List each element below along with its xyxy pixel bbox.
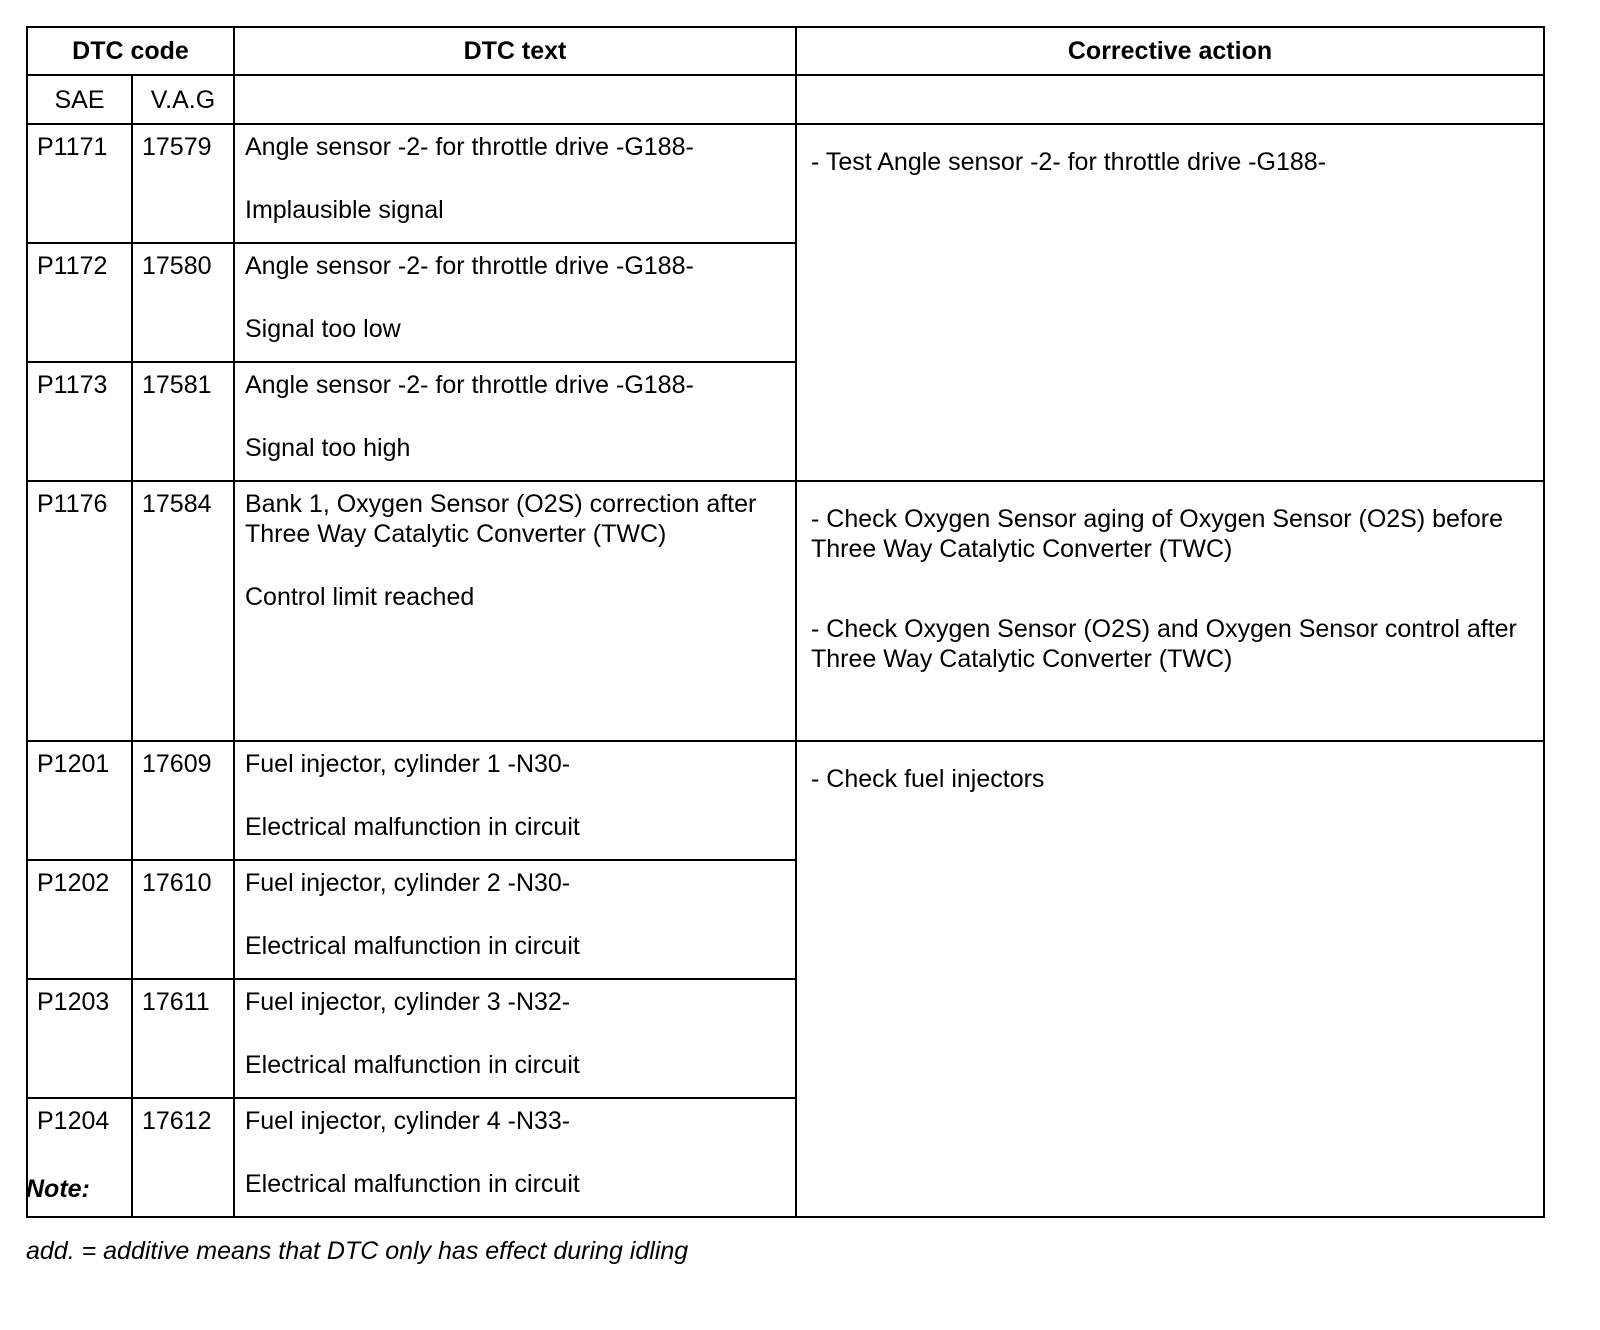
dtc-text xyxy=(234,362,796,481)
vag-code: 17609 xyxy=(132,741,234,860)
sae-code: P1204 xyxy=(27,1098,132,1217)
dtc-description: Angle sensor -2- for throttle drive -G188- xyxy=(245,133,694,161)
dtc-text xyxy=(234,1098,796,1217)
subheader-row xyxy=(27,75,1544,124)
dtc-text xyxy=(234,243,796,362)
subheader-sae: SAE xyxy=(27,75,132,124)
dtc-condition: Electrical malfunction in circuit xyxy=(245,932,580,960)
corrective-action-cell xyxy=(796,124,1544,481)
header-row xyxy=(27,27,1544,75)
table-row xyxy=(27,481,1544,741)
sae-code: P1201 xyxy=(27,741,132,860)
vag-code: 17610 xyxy=(132,860,234,979)
sae-code: P1171 xyxy=(27,124,132,243)
dtc-condition: Electrical malfunction in circuit xyxy=(245,813,580,841)
dtc-condition: Signal too high xyxy=(245,434,411,462)
sae-code: P1172 xyxy=(27,243,132,362)
dtc-table xyxy=(26,26,1545,1218)
subheader-action-empty xyxy=(796,75,1544,124)
corrective-action-cell xyxy=(796,741,1544,1217)
dtc-condition: Signal too low xyxy=(245,315,401,343)
note-body: add. = additive means that DTC only has effect during idling xyxy=(26,1237,689,1265)
dtc-description: Angle sensor -2- for throttle drive -G188- xyxy=(245,252,694,280)
corrective-action: - Test Angle sensor -2- for throttle drive -G188- xyxy=(811,148,1327,176)
table-row xyxy=(27,741,1544,860)
dtc-text xyxy=(234,979,796,1098)
vag-code: 17581 xyxy=(132,362,234,481)
header-dtc-text: DTC text xyxy=(234,27,796,75)
dtc-description: Fuel injector, cylinder 2 -N30- xyxy=(245,869,571,897)
dtc-text xyxy=(234,124,796,243)
dtc-description: Fuel injector, cylinder 4 -N33- xyxy=(245,1107,571,1135)
corrective-action: - Check Oxygen Sensor aging of Oxygen Sensor (O2S) before Three Way Catalytic Converter (TWC) xyxy=(811,505,1504,563)
dtc-description: Fuel injector, cylinder 3 -N32- xyxy=(245,988,571,1016)
sae-code: P1173 xyxy=(27,362,132,481)
vag-code: 17612 xyxy=(132,1098,234,1217)
subheader-vag: V.A.G xyxy=(132,75,234,124)
header-corrective-action: Corrective action xyxy=(796,27,1544,75)
dtc-condition: Electrical malfunction in circuit xyxy=(245,1051,580,1079)
corrective-action-cell xyxy=(796,481,1544,741)
vag-code: 17584 xyxy=(132,481,234,741)
dtc-text xyxy=(234,741,796,860)
sae-code: P1176 xyxy=(27,481,132,741)
subheader-text-empty xyxy=(234,75,796,124)
sae-code: P1202 xyxy=(27,860,132,979)
vag-code: 17580 xyxy=(132,243,234,362)
corrective-action: - Check fuel injectors xyxy=(811,765,1045,793)
dtc-description: Angle sensor -2- for throttle drive -G188- xyxy=(245,371,694,399)
header-dtc-code: DTC code xyxy=(27,27,234,75)
dtc-description: Bank 1, Oxygen Sensor (O2S) correction after Three Way Catalytic Converter (TWC) xyxy=(245,490,757,548)
vag-code: 17611 xyxy=(132,979,234,1098)
table-row xyxy=(27,124,1544,243)
dtc-condition: Implausible signal xyxy=(245,196,444,224)
sae-code: P1203 xyxy=(27,979,132,1098)
dtc-condition: Electrical malfunction in circuit xyxy=(245,1170,580,1198)
dtc-text xyxy=(234,481,796,741)
corrective-action: - Check Oxygen Sensor (O2S) and Oxygen Sensor control after Three Way Catalytic Converter (TWC) xyxy=(811,615,1517,673)
note-title: Note: xyxy=(26,1175,90,1203)
vag-code: 17579 xyxy=(132,124,234,243)
dtc-description: Fuel injector, cylinder 1 -N30- xyxy=(245,750,571,778)
dtc-condition: Control limit reached xyxy=(245,583,475,611)
dtc-text xyxy=(234,860,796,979)
